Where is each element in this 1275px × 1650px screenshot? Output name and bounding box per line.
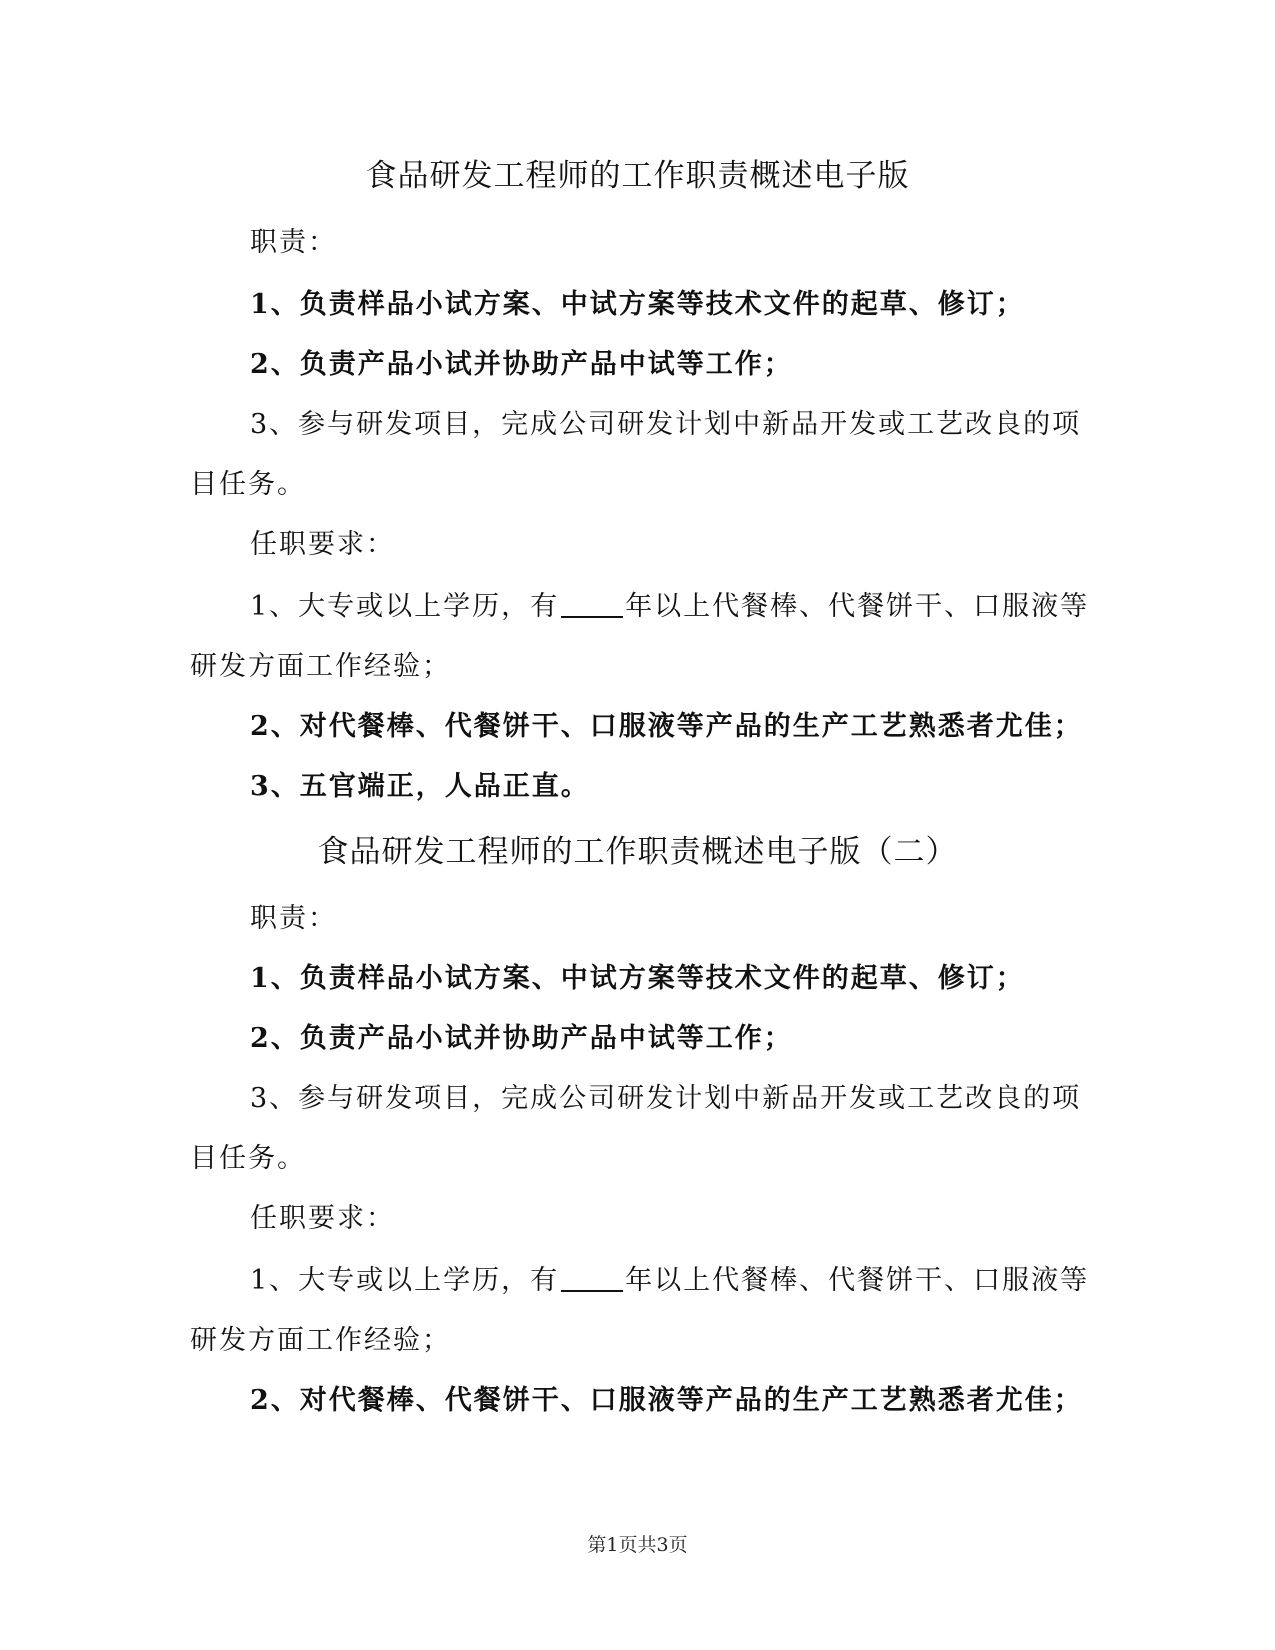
section2-requirement-1-suffix: 年以上代餐棒、代餐饼干、口服液等 bbox=[625, 1265, 1090, 1296]
section2-requirement-1-line2: 研发方面工作经验； bbox=[190, 1325, 451, 1356]
section1-requirements-heading: 任职要求： bbox=[250, 529, 395, 560]
section1-title: 食品研发工程师的工作职责概述电子版 bbox=[365, 158, 910, 194]
page-number: 第1页共3页 bbox=[587, 1534, 688, 1556]
section1-duty-3-line2: 目任务。 bbox=[190, 469, 306, 500]
section2-duties-heading: 职责： bbox=[250, 903, 337, 934]
fill-in-blank bbox=[561, 589, 623, 618]
section2-requirement-1 bbox=[250, 1258, 1089, 1297]
section1-requirement-2: 2、对代餐棒、代餐饼干、口服液等产品的生产工艺熟悉者尤佳； bbox=[250, 711, 1083, 742]
section1-duty-2: 2、负责产品小试并协助产品中试等工作； bbox=[250, 349, 793, 380]
section1-requirement-3: 3、五官端正，人品正直。 bbox=[250, 771, 590, 802]
section2-title: 食品研发工程师的工作职责概述电子版（二） bbox=[317, 834, 958, 870]
section2-duty-3-line2: 目任务。 bbox=[190, 1143, 306, 1174]
section1-requirement-1-suffix: 年以上代餐棒、代餐饼干、口服液等 bbox=[625, 591, 1090, 622]
section1-duties-heading: 职责： bbox=[250, 227, 337, 258]
fill-in-blank bbox=[561, 1263, 623, 1292]
section1-requirement-1-line2: 研发方面工作经验； bbox=[190, 651, 451, 682]
section1-duty-3-line1: 3、参与研发项目，完成公司研发计划中新品开发或工艺改良的项 bbox=[250, 409, 1082, 440]
section2-duty-2: 2、负责产品小试并协助产品中试等工作； bbox=[250, 1023, 793, 1054]
section1-requirement-1 bbox=[250, 584, 1089, 623]
section2-requirements-heading: 任职要求： bbox=[250, 1203, 395, 1234]
section1-duty-1: 1、负责样品小试方案、中试方案等技术文件的起草、修订； bbox=[250, 289, 1025, 320]
section2-duty-1: 1、负责样品小试方案、中试方案等技术文件的起草、修订； bbox=[250, 963, 1025, 994]
section2-requirement-1-prefix: 1、大专或以上学历，有 bbox=[250, 1265, 560, 1296]
section2-duty-3-line1: 3、参与研发项目，完成公司研发计划中新品开发或工艺改良的项 bbox=[250, 1083, 1082, 1114]
section1-requirement-1-prefix: 1、大专或以上学历，有 bbox=[250, 591, 560, 622]
section2-requirement-2: 2、对代餐棒、代餐饼干、口服液等产品的生产工艺熟悉者尤佳； bbox=[250, 1385, 1083, 1416]
